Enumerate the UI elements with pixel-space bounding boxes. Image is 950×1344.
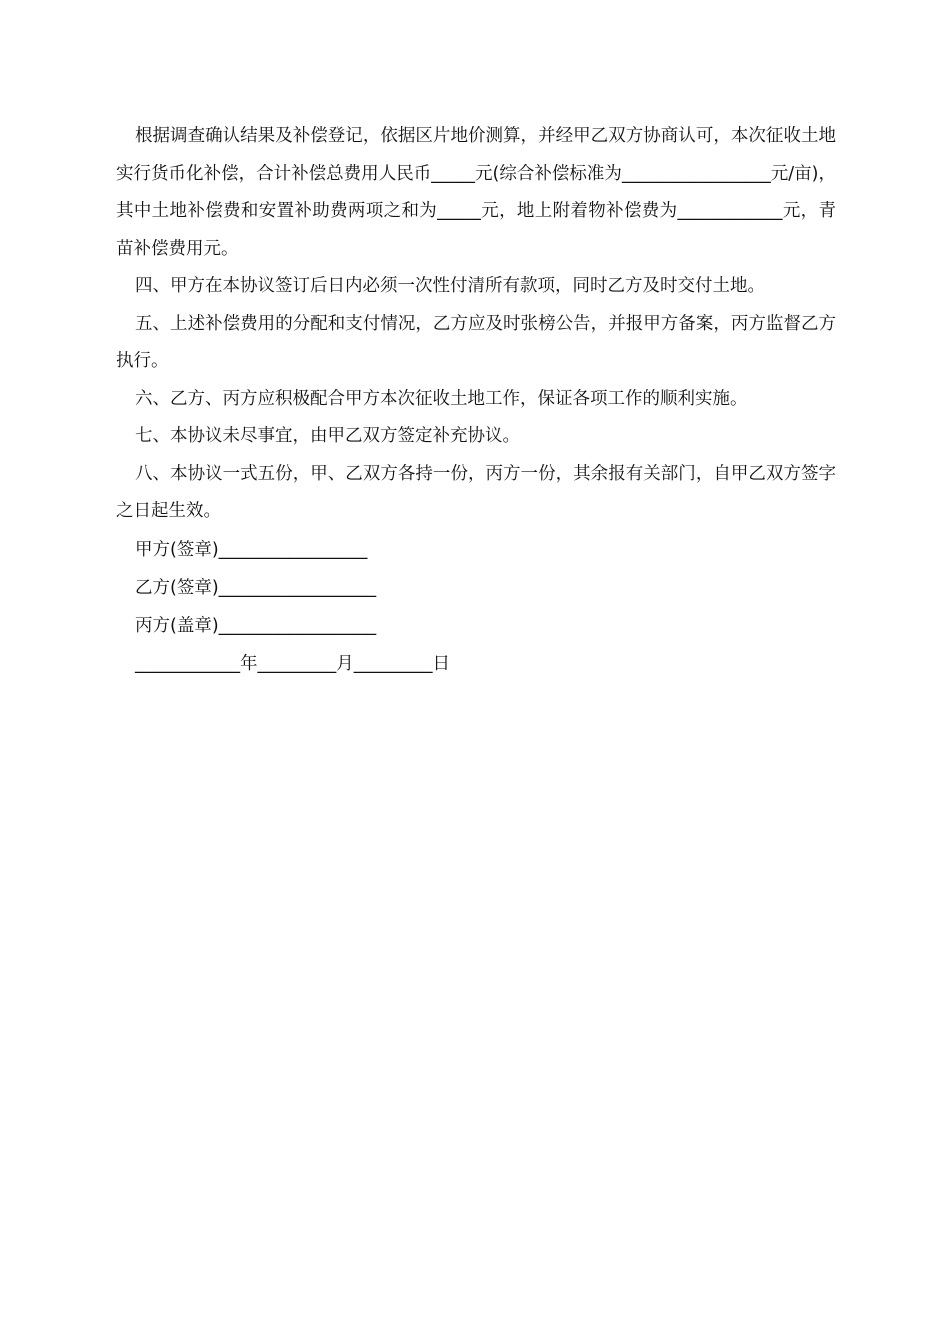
signature-party-c: 丙方(盖章)__________________ [135, 615, 377, 636]
signature-party-b: 乙方(签章)__________________ [135, 577, 377, 598]
paragraph-clause-6: 六、乙方、丙方应积极配合甲方本次征收土地工作，保证各项工作的顺利实施。 [135, 388, 748, 409]
paragraph-clause-7: 七、本协议未尽事宜，由甲乙双方签定补充协议。 [135, 426, 520, 446]
agreement-document [116, 118, 836, 683]
paragraph-clause-4: 四、甲方在本协议签订后日内必须一次性付清所有款项，同时乙方及时交付土地。 [135, 276, 765, 296]
signature-party-a: 甲方(签章)_________________ [135, 539, 368, 560]
signature-date: ____________年_________月_________日 [135, 653, 450, 674]
paragraph-clause-8: 八、本协议一式五份，甲、乙双方各持一份，丙方一份，其余报有关部门，自甲乙双方签字之日起生效。 [116, 463, 836, 521]
paragraph-compensation: 根据调查确认结果及补偿登记，依据区片地价测算，并经甲乙双方协商认可，本次征收土地实行货币化补偿，合计补偿总费用人民币_____元(综合补偿标准为_________________元/亩)，其中土地补偿费和安置补助费两项之和为_____元，地上附着物补偿费为____________元，青苗补偿费用元。 [116, 126, 836, 259]
paragraph-clause-5: 五、上述补偿费用的分配和支付情况，乙方应及时张榜公告，并报甲方备案，丙方监督乙方执行。 [116, 313, 836, 371]
